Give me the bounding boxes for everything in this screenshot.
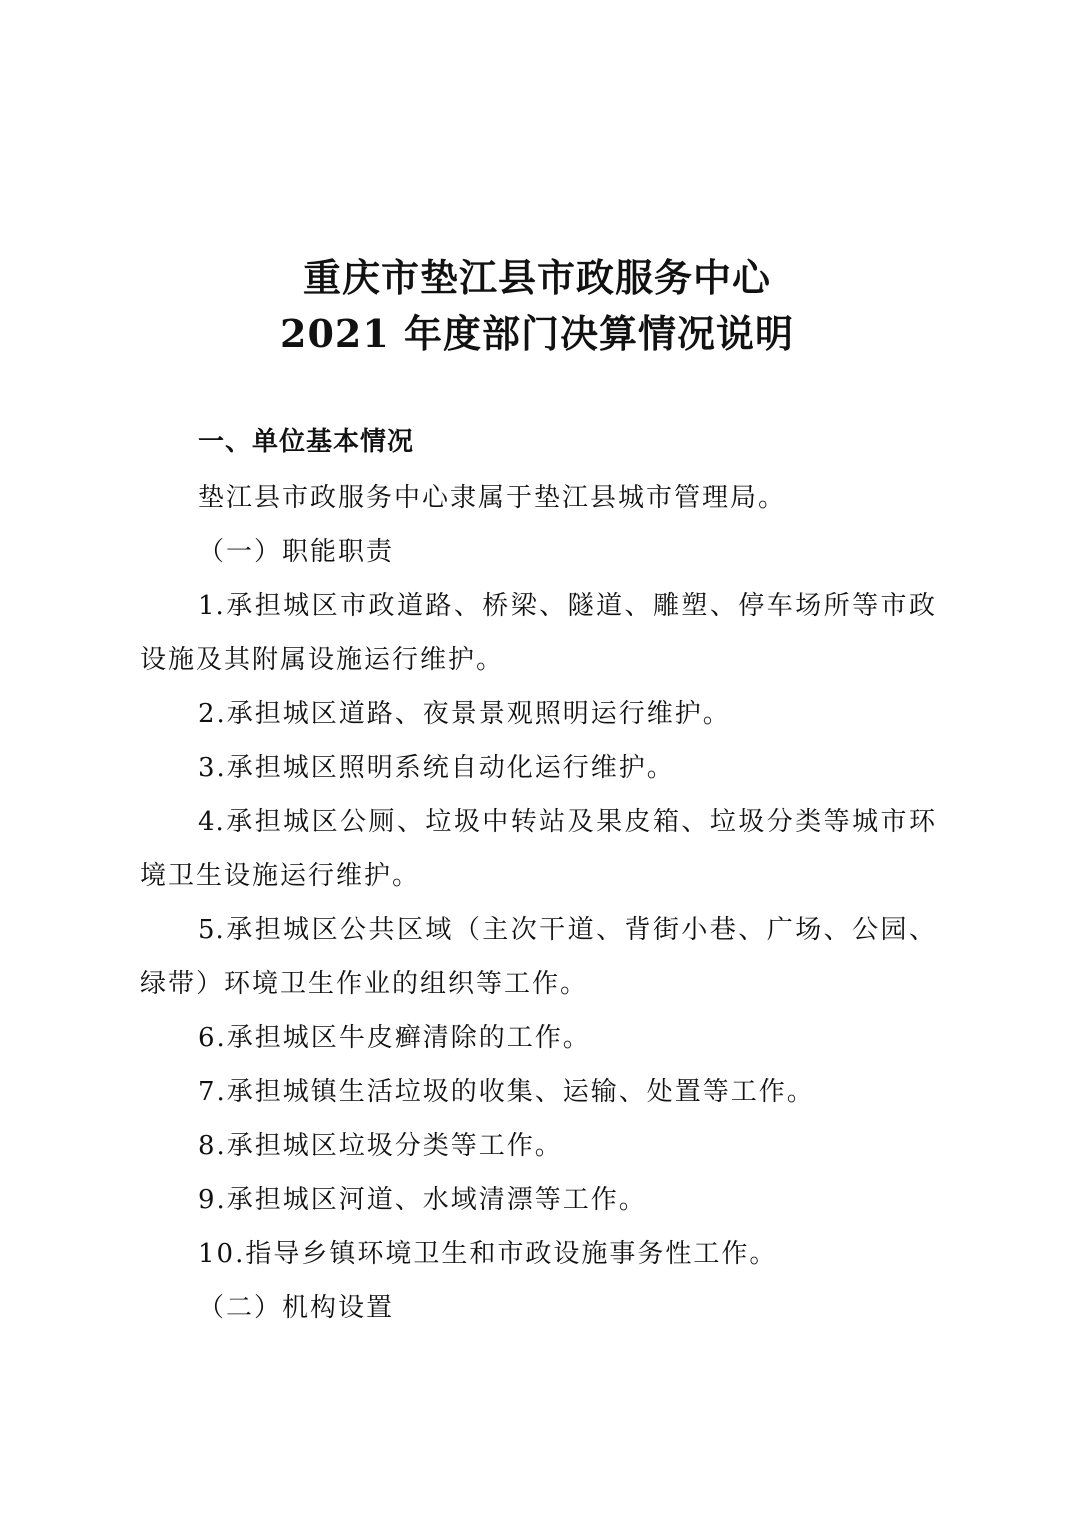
duty-item-9: 9.承担城区河道、水域清漂等工作。 <box>198 1185 647 1215</box>
section-heading-basic-info: 一、单位基本情况 <box>198 427 415 457</box>
duty-item-4-line1: 4.承担城区公厕、垃圾中转站及果皮箱、垃圾分类等城市环 <box>198 807 936 837</box>
duty-item-5-line1: 5.承担城区公共区域（主次干道、背街小巷、广场、公园、 <box>198 915 936 945</box>
document-title-line1: 重庆市垫江县市政服务中心 <box>302 255 771 300</box>
duty-item-3: 3.承担城区照明系统自动化运行维护。 <box>198 753 675 783</box>
duty-item-7: 7.承担城镇生活垃圾的收集、运输、处置等工作。 <box>198 1077 815 1107</box>
duty-item-1-line2: 设施及其附属设施运行维护。 <box>140 645 505 675</box>
duty-item-1-line1: 1.承担城区市政道路、桥梁、隧道、雕塑、停车场所等市政 <box>198 591 936 621</box>
document-title-line2: 2021 年度部门决算情况说明 <box>280 311 794 356</box>
duty-item-4-line2: 境卫生设施运行维护。 <box>140 861 421 891</box>
duty-item-5-line2: 绿带）环境卫生作业的组织等工作。 <box>140 969 589 999</box>
subsection-heading-organization: （二）机构设置 <box>198 1293 395 1323</box>
duty-item-2: 2.承担城区道路、夜景景观照明运行维护。 <box>198 699 731 729</box>
duty-item-10: 10.指导乡镇环境卫生和市政设施事务性工作。 <box>198 1239 778 1269</box>
intro-paragraph: 垫江县市政服务中心隶属于垫江县城市管理局。 <box>198 483 787 513</box>
duty-item-8: 8.承担城区垃圾分类等工作。 <box>198 1131 563 1161</box>
duty-item-6: 6.承担城区牛皮癣清除的工作。 <box>198 1023 591 1053</box>
subsection-heading-duties: （一）职能职责 <box>198 537 395 567</box>
